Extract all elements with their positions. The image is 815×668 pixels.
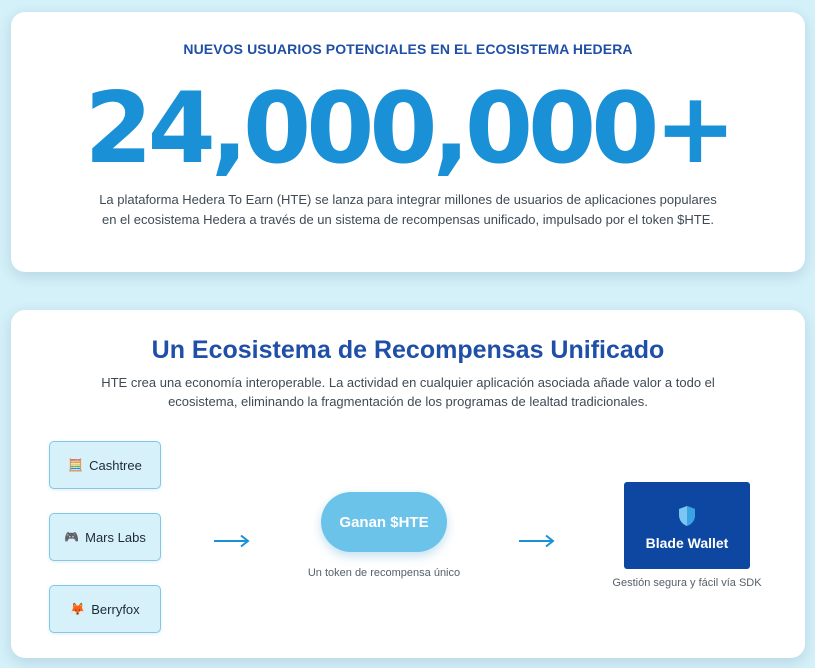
earn-caption: Un token de recompensa único (307, 567, 461, 579)
arrow-right-icon (519, 534, 555, 548)
app-chip-label: Mars Labs (85, 529, 146, 545)
earn-hte-badge: Ganan $HTE (321, 492, 447, 552)
wallet-caption: Gestión segura y fácil vía SDK (612, 577, 762, 589)
blade-wallet-box (624, 482, 750, 569)
app-chip-label: Cashtree (89, 457, 142, 473)
app-chip-cashtree (49, 441, 161, 489)
ecosystem-description: HTE crea una economía interoperable. La actividad en cualquier aplicación asociada añade valor a todo el ecosistema, eliminando la fragmentación de los programas de lealtad tradicionales. (101, 375, 715, 409)
app-chip-mars-labs (49, 513, 161, 561)
arrow-right-icon (214, 534, 250, 548)
app-chip-berryfox (49, 585, 161, 633)
hero-description: La plataforma Hedera To Earn (HTE) se lanza para integrar millones de usuarios de aplicaciones populares en el ecosistema Hedera a través de un sistema de recompensas unificado, impulsado por el token $HTE. (99, 192, 717, 227)
ecosystem-title: Un Ecosistema de Recompensas Unificado (151, 336, 665, 364)
ecosystem-card (11, 310, 805, 658)
hero-card (11, 12, 805, 272)
abacus-icon: 🧮 (68, 458, 84, 472)
app-chip-label: Berryfox (91, 601, 140, 617)
shield-icon (677, 505, 697, 527)
hero-eyebrow: NUEVOS USUARIOS POTENCIALES EN EL ECOSISTEMA HEDERA (183, 41, 633, 57)
user-count-headline: 24,000,000+ (84, 72, 732, 186)
fox-icon: 🦊 (70, 602, 86, 616)
wallet-label: Blade Wallet (645, 534, 729, 551)
game-controller-icon: 🎮 (64, 530, 80, 544)
